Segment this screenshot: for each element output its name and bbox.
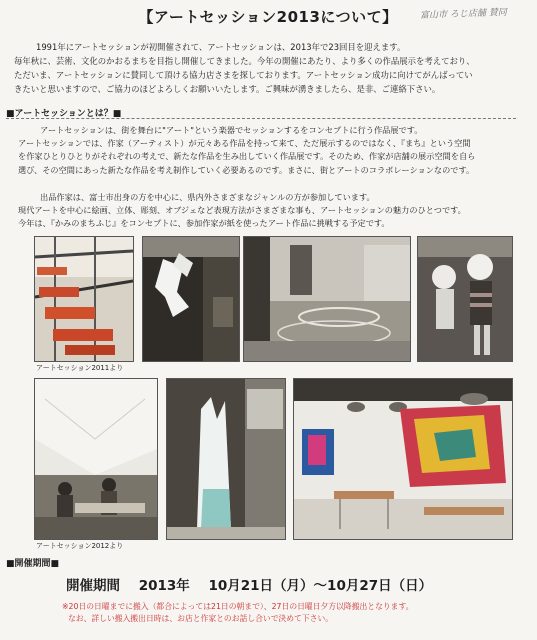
about-line: アートセッションでは、作家（アーティスト）が元々ある作品を持って来て、ただ展示するのではなく、『まち』という空間 xyxy=(18,138,471,149)
handwritten-note: 富山市 ろじ店舗 賛同 xyxy=(419,7,507,21)
photo-workshop-participants xyxy=(34,378,158,540)
photo-caption-2011: アートセッション2011より xyxy=(36,364,124,372)
intro-line: 1991年にアートセッションが初開催されて、アートセッションは、2013年で23回目を迎えます。 xyxy=(36,42,406,52)
photo-paper-sculpture-dark xyxy=(142,236,240,362)
photo-red-stairs-installation xyxy=(34,236,134,362)
section-divider xyxy=(6,118,516,119)
schedule-note: なお、詳しい搬入搬出日時は、お店と作家とのお話し合いで決めて下さい。 xyxy=(68,614,334,623)
about-line: を作家ひとりひとりがそれぞれの考えで、新たな作品を生み出していく作品展です。そのため、作家が店舗の展示空間を自ら xyxy=(18,151,476,162)
photo-gallery-floor-installation xyxy=(243,236,411,362)
photo-paper-tower-sculpture xyxy=(166,378,286,540)
intro-line: 毎年秋に、芸術、文化のかおるまちを目指し開催してきました。今年の開催にあたり、より多くの作品展示を考えており、 xyxy=(14,56,475,66)
about-heading: ■アートセッションとは？■ xyxy=(6,109,122,119)
artists-line: 出品作家は、富士市出身の方を中心に、県内外さまざまなジャンルの方が参加しています。 xyxy=(40,192,375,202)
photo-caption-2012: アートセッション2012より xyxy=(36,542,124,550)
intro-paragraph xyxy=(14,40,519,96)
intro-line: ただいま、アートセッションに賛同して頂ける協力店さまを探しております。アートセッション成功に向けてがんばってい xyxy=(14,70,473,80)
schedule-dates xyxy=(66,574,506,594)
intro-line: きたいと思いますので、ご協力のほどよろしくお願いいたします。ご興味が湧きましたら、是非、ご連絡下さい。 xyxy=(14,84,441,94)
artists-paragraph xyxy=(18,191,518,231)
schedule-year: 2013年 xyxy=(138,578,190,594)
artists-line: 現代アートを中心に絵画、立体、彫刻、オブジェなど表現方法がさまざまな事も、アートセッションの魅力のひとつです。 xyxy=(18,205,466,216)
schedule-notes xyxy=(62,601,532,625)
artists-line: 今年は、『かみのまちふじ』をコンセプトに、参加作家が紙を使ったアート作品に挑戦する予定です。 xyxy=(18,218,390,229)
about-line: アートセッションは、街を舞台に"アート"という楽器でセッションするをコンセプトに行う作品展です。 xyxy=(40,125,423,135)
schedule-label: 開催期間 xyxy=(66,578,120,594)
photo-polar-bear-figures xyxy=(417,236,513,362)
schedule-note: ※20日の日曜までに搬入（都合によっては21日の朝まで）、27日の日曜日夕方以降搬出となります。 xyxy=(62,602,414,611)
about-line: 選び、その空間にあった新たな作品を考え制作していく必要あるのです。まさに、街とアートのコラボレーションなのです。 xyxy=(18,164,475,175)
schedule-heading: ■開催期間■ xyxy=(6,559,60,569)
page-title: 【アートセッション2013について】 xyxy=(138,8,398,26)
schedule-range: 10月21日（月）～10月27日（日） xyxy=(208,578,433,594)
photo-cafe-interior-painting xyxy=(293,378,513,540)
about-paragraph xyxy=(18,124,518,177)
